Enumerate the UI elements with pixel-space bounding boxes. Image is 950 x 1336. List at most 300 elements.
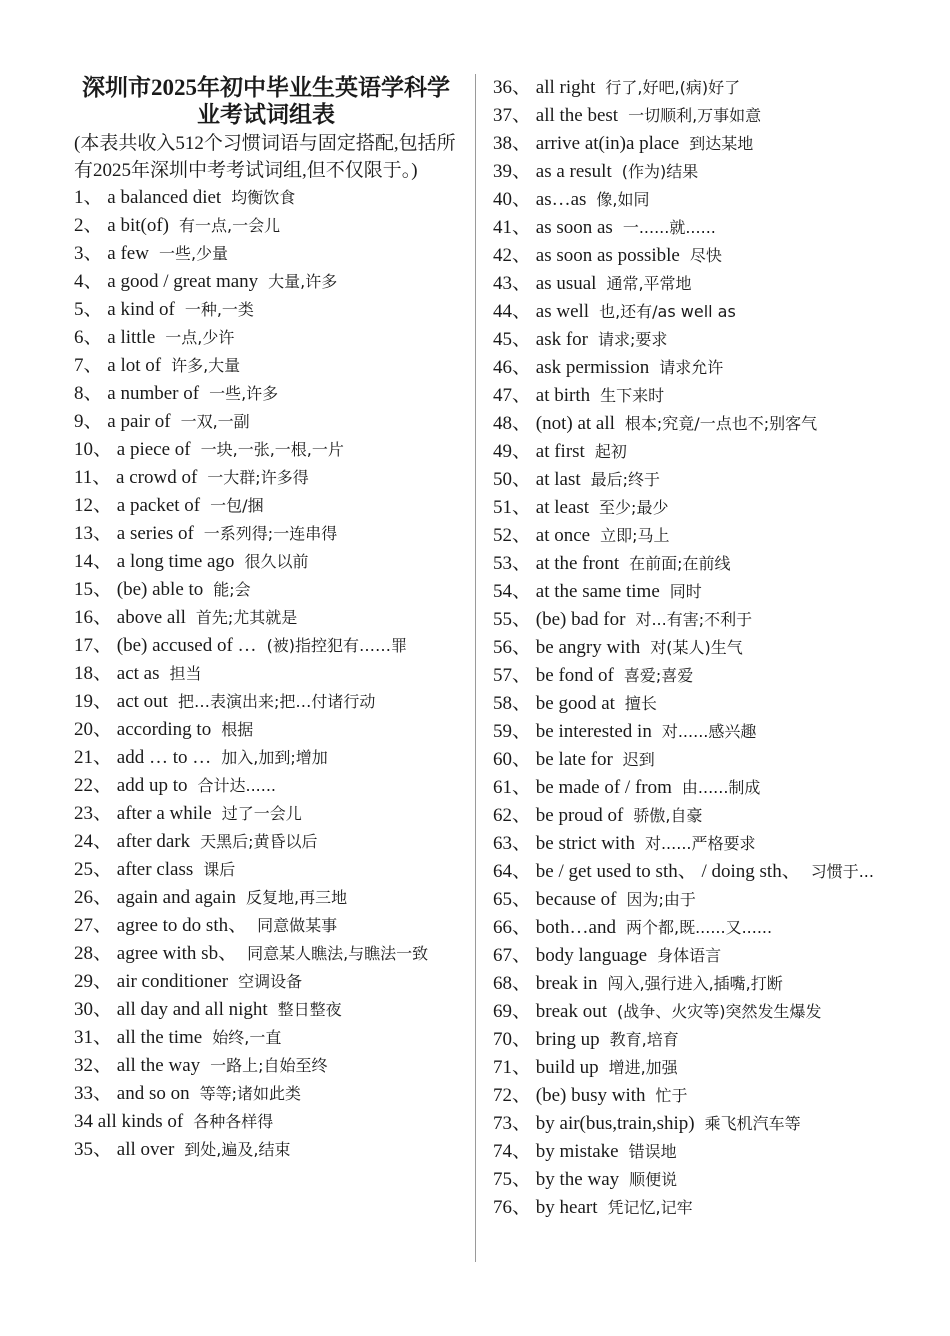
phrase-english: be made of / from xyxy=(535,777,672,798)
phrase-chinese: 均衡饮食 xyxy=(231,188,296,207)
phrase-english: according to xyxy=(116,719,212,740)
phrase-chinese: 在前面;在前线 xyxy=(629,554,731,573)
phrase-number: 49、 xyxy=(493,441,532,462)
phrase-number: 43、 xyxy=(493,273,532,294)
phrase-entry xyxy=(74,968,458,996)
phrase-english: as soon as possible xyxy=(535,245,680,266)
phrase-english: add up to xyxy=(116,775,188,796)
phrase-english: at birth xyxy=(535,385,591,406)
phrase-english: be good at xyxy=(535,693,615,714)
phrase-chinese: 乘飞机汽车等 xyxy=(704,1114,801,1133)
phrase-entry xyxy=(74,1136,458,1164)
phrase-entry xyxy=(493,634,883,662)
phrase-english: at first xyxy=(535,441,585,462)
phrase-entry xyxy=(74,492,458,520)
phrase-entry xyxy=(493,578,883,606)
phrase-chinese: 请求;要求 xyxy=(598,330,668,349)
phrase-english: a little xyxy=(107,327,156,348)
phrase-entry xyxy=(74,688,458,716)
phrase-chinese: 起初 xyxy=(594,442,627,461)
phrase-chinese: 同意某人瞧法,与瞧法一致 xyxy=(247,944,429,963)
phrase-entry xyxy=(74,240,458,268)
phrase-chinese: 迟到 xyxy=(622,750,655,769)
phrase-chinese: 请求允许 xyxy=(659,358,724,377)
phrase-number: 6、 xyxy=(74,327,103,348)
phrase-number: 42、 xyxy=(493,245,532,266)
phrase-list-left xyxy=(74,184,458,1164)
phrase-entry xyxy=(74,828,458,856)
phrase-chinese: 像,如同 xyxy=(596,190,650,209)
phrase-chinese: 一包/捆 xyxy=(210,496,264,515)
phrase-entry xyxy=(493,942,883,970)
phrase-chinese: 行了,好吧,(病)好了 xyxy=(605,78,741,97)
phrase-entry xyxy=(74,996,458,1024)
phrase-entry xyxy=(493,130,883,158)
phrase-number: 11、 xyxy=(74,467,112,488)
phrase-entry xyxy=(493,214,883,242)
phrase-english: above all xyxy=(116,607,186,628)
phrase-entry xyxy=(74,436,458,464)
phrase-chinese: 擅长 xyxy=(624,694,657,713)
phrase-entry xyxy=(493,186,883,214)
phrase-number: 56、 xyxy=(493,637,532,658)
phrase-entry xyxy=(74,1052,458,1080)
phrase-number: 72、 xyxy=(493,1085,532,1106)
phrase-english: because of xyxy=(535,889,617,910)
phrase-english: build up xyxy=(535,1057,599,1078)
phrase-english: (not) at all xyxy=(535,413,615,434)
phrase-chinese: 到处,遍及,结束 xyxy=(184,1140,291,1159)
phrase-number: 2、 xyxy=(74,215,103,236)
phrase-number: 53、 xyxy=(493,553,532,574)
phrase-number: 36、 xyxy=(493,77,532,98)
phrase-number: 18、 xyxy=(74,663,113,684)
phrase-entry xyxy=(74,520,458,548)
phrase-chinese: (作为)结果 xyxy=(621,162,699,181)
phrase-chinese: 天黑后;黄昏以后 xyxy=(200,832,318,851)
phrase-number: 64、 xyxy=(493,861,532,882)
phrase-english: a kind of xyxy=(107,299,175,320)
phrase-english: and so on xyxy=(116,1083,190,1104)
phrase-chinese: 到达某地 xyxy=(689,134,754,153)
phrase-english: both…and xyxy=(535,917,616,938)
phrase-number: 59、 xyxy=(493,721,532,742)
phrase-number: 35、 xyxy=(74,1139,113,1160)
phrase-number: 57、 xyxy=(493,665,532,686)
phrase-chinese: 至少;最少 xyxy=(599,498,669,517)
phrase-english: a few xyxy=(107,243,149,264)
phrase-english: all the time xyxy=(116,1027,203,1048)
phrase-english: act out xyxy=(116,691,168,712)
phrase-number: 8、 xyxy=(74,383,103,404)
phrase-chinese: 也,还有/as well as xyxy=(599,302,736,321)
phrase-chinese: 一切顺利,万事如意 xyxy=(628,106,762,125)
phrase-chinese: 一系列得;一连串得 xyxy=(203,524,338,543)
phrase-chinese: 通常,平常地 xyxy=(606,274,692,293)
phrase-entry xyxy=(74,576,458,604)
phrase-chinese: 等等;诸如此类 xyxy=(199,1084,301,1103)
phrase-chinese: 加入,加到;增加 xyxy=(221,748,328,767)
phrase-number: 12、 xyxy=(74,495,113,516)
phrase-chinese: 反复地,再三地 xyxy=(246,888,348,907)
phrase-english: a good / great many xyxy=(107,271,259,292)
phrase-entry xyxy=(493,970,883,998)
phrase-entry xyxy=(493,718,883,746)
phrase-chinese: 空调设备 xyxy=(238,972,303,991)
phrase-number: 19、 xyxy=(74,691,113,712)
phrase-english: ask permission xyxy=(535,357,650,378)
phrase-chinese: 课后 xyxy=(203,860,236,879)
phrase-entry xyxy=(493,326,883,354)
phrase-chinese: 一块,一张,一根,一片 xyxy=(200,440,344,459)
phrase-chinese: 同意做某事 xyxy=(257,916,338,935)
phrase-chinese: 对......严格要求 xyxy=(644,834,756,853)
phrase-entry xyxy=(493,1026,883,1054)
phrase-chinese: 担当 xyxy=(169,664,202,683)
phrase-english: at last xyxy=(535,469,581,490)
phrase-english: break in xyxy=(535,973,598,994)
phrase-number: 23、 xyxy=(74,803,113,824)
phrase-chinese: 身体语言 xyxy=(657,946,722,965)
phrase-entry xyxy=(493,298,883,326)
phrase-entry xyxy=(493,466,883,494)
phrase-entry xyxy=(74,184,458,212)
phrase-number: 14、 xyxy=(74,551,113,572)
phrase-number: 44、 xyxy=(493,301,532,322)
phrase-entry xyxy=(493,1082,883,1110)
phrase-entry xyxy=(74,772,458,800)
phrase-english: add … to … xyxy=(116,747,212,768)
phrase-english: be / get used to sth、 / doing sth、 xyxy=(535,861,801,882)
phrase-number: 46、 xyxy=(493,357,532,378)
phrase-chinese: 对(某人)生气 xyxy=(650,638,743,657)
phrase-chinese: 一......就...... xyxy=(622,218,716,237)
phrase-entry xyxy=(493,1194,883,1222)
phrase-entry xyxy=(74,296,458,324)
phrase-number: 74、 xyxy=(493,1141,532,1162)
phrase-chinese: 能;会 xyxy=(213,580,251,599)
phrase-english: as well xyxy=(535,301,590,322)
phrase-entry xyxy=(74,940,458,968)
phrase-number: 48、 xyxy=(493,413,532,434)
phrase-entry xyxy=(493,746,883,774)
phrase-entry xyxy=(493,858,883,886)
phrase-entry xyxy=(493,774,883,802)
phrase-entry xyxy=(74,212,458,240)
phrase-english: by heart xyxy=(535,1197,598,1218)
phrase-entry xyxy=(74,660,458,688)
phrase-english: after class xyxy=(116,859,194,880)
phrase-chinese: (被)指控犯有……罪 xyxy=(266,636,408,655)
phrase-chinese: 大量,许多 xyxy=(268,272,338,291)
phrase-english: be strict with xyxy=(535,833,635,854)
phrase-chinese: 生下来时 xyxy=(600,386,665,405)
phrase-english: at the front xyxy=(535,553,620,574)
phrase-entry xyxy=(74,884,458,912)
phrase-english: be proud of xyxy=(535,805,624,826)
phrase-number: 21、 xyxy=(74,747,113,768)
phrase-english: (be) busy with xyxy=(535,1085,646,1106)
phrase-number: 9、 xyxy=(74,411,103,432)
phrase-english: agree to do sth、 xyxy=(116,915,248,936)
phrase-english: by the way xyxy=(535,1169,620,1190)
phrase-number: 31、 xyxy=(74,1027,113,1048)
phrase-number: 20、 xyxy=(74,719,113,740)
phrase-english: be fond of xyxy=(535,665,614,686)
phrase-number: 33、 xyxy=(74,1083,113,1104)
phrase-entry xyxy=(493,914,883,942)
phrase-chinese: (战争、火灾等)突然发生爆发 xyxy=(617,1002,822,1021)
phrase-chinese: 一点,少许 xyxy=(165,328,235,347)
phrase-entry xyxy=(493,382,883,410)
phrase-chinese: 增进,加强 xyxy=(608,1058,678,1077)
phrase-english: break out xyxy=(535,1001,607,1022)
phrase-entry xyxy=(74,352,458,380)
phrase-number: 3、 xyxy=(74,243,103,264)
intro-note: (本表共收入512个习惯词语与固定搭配,包括所有2025年深圳中考考试词组,但不仅限于。) xyxy=(74,133,456,181)
phrase-chinese: 教育,培育 xyxy=(609,1030,679,1049)
phrase-chinese: 忙于 xyxy=(655,1086,688,1105)
phrase-english: at least xyxy=(535,497,590,518)
phrase-entry xyxy=(493,690,883,718)
phrase-chinese: 立即;马上 xyxy=(600,526,670,545)
phrase-entry xyxy=(493,242,883,270)
phrase-chinese: 一大群;许多得 xyxy=(207,468,309,487)
phrase-chinese: 根据 xyxy=(221,720,254,739)
phrase-number: 40、 xyxy=(493,189,532,210)
phrase-entry xyxy=(493,522,883,550)
phrase-english: as…as xyxy=(535,189,587,210)
phrase-chinese: 骄傲,自豪 xyxy=(633,806,703,825)
phrase-entry xyxy=(74,1024,458,1052)
phrase-number: 26、 xyxy=(74,887,113,908)
phrase-entry xyxy=(493,802,883,830)
phrase-entry xyxy=(493,270,883,298)
phrase-english: as usual xyxy=(535,273,597,294)
phrase-number: 75、 xyxy=(493,1169,532,1190)
phrase-number: 51、 xyxy=(493,497,532,518)
phrase-english: a pair of xyxy=(107,411,171,432)
phrase-english: as soon as xyxy=(535,217,613,238)
phrase-number: 16、 xyxy=(74,607,113,628)
phrase-chinese: 首先;尤其就是 xyxy=(195,608,298,627)
phrase-entry xyxy=(74,408,458,436)
phrase-chinese: 一些,许多 xyxy=(209,384,279,403)
phrase-chinese: 一路上;自始至终 xyxy=(210,1056,328,1075)
phrase-chinese: 很久以前 xyxy=(244,552,309,571)
phrase-chinese: 最后;终于 xyxy=(590,470,661,489)
phrase-number: 41、 xyxy=(493,217,532,238)
phrase-entry xyxy=(74,1080,458,1108)
phrase-english: a long time ago xyxy=(116,551,235,572)
right-column xyxy=(493,74,883,1222)
phrase-number: 38、 xyxy=(493,133,532,154)
phrase-entry xyxy=(74,464,458,492)
phrase-number: 27、 xyxy=(74,915,113,936)
phrase-number: 4、 xyxy=(74,271,103,292)
phrase-chinese: 一双,一副 xyxy=(180,412,250,431)
phrase-number: 24、 xyxy=(74,831,113,852)
phrase-english: all day and all night xyxy=(116,999,268,1020)
phrase-english: after a while xyxy=(116,803,212,824)
phrase-number: 22、 xyxy=(74,775,113,796)
phrase-chinese: 顺便说 xyxy=(629,1170,678,1189)
phrase-entry xyxy=(493,74,883,102)
phrase-english: be interested in xyxy=(535,721,652,742)
phrase-number: 71、 xyxy=(493,1057,532,1078)
phrase-chinese: 有一点,一会儿 xyxy=(179,216,281,235)
phrase-entry xyxy=(74,632,458,660)
phrase-chinese: 把…表演出来;把…付诸行动 xyxy=(177,692,376,711)
phrase-number: 66、 xyxy=(493,917,532,938)
phrase-chinese: 根本;究竟/一点也不;别客气 xyxy=(624,414,818,433)
phrase-chinese: 凭记忆,记牢 xyxy=(607,1198,693,1217)
phrase-english: a series of xyxy=(116,523,194,544)
phrase-entry xyxy=(74,604,458,632)
phrase-entry xyxy=(493,1138,883,1166)
phrase-number: 17、 xyxy=(74,635,113,656)
phrase-number: 73、 xyxy=(493,1113,532,1134)
phrase-english: at once xyxy=(535,525,591,546)
phrase-english: a balanced diet xyxy=(107,187,222,208)
phrase-entry xyxy=(493,830,883,858)
phrase-entry xyxy=(493,1166,883,1194)
phrase-number: 37、 xyxy=(493,105,532,126)
phrase-number: 52、 xyxy=(493,525,532,546)
phrase-number: 39、 xyxy=(493,161,532,182)
phrase-entry xyxy=(493,886,883,914)
phrase-number: 50、 xyxy=(493,469,532,490)
phrase-number: 62、 xyxy=(493,805,532,826)
phrase-entry xyxy=(74,380,458,408)
phrase-entry xyxy=(493,550,883,578)
phrase-number: 54、 xyxy=(493,581,532,602)
phrase-english: a piece of xyxy=(116,439,191,460)
phrase-chinese: 尽快 xyxy=(689,246,722,265)
phrase-english: bring up xyxy=(535,1029,600,1050)
phrase-entry xyxy=(493,158,883,186)
phrase-chinese: 合计达...... xyxy=(197,776,277,795)
phrase-number: 25、 xyxy=(74,859,113,880)
phrase-chinese: 对...有害;不利于 xyxy=(635,610,753,629)
phrase-entry xyxy=(74,1108,458,1136)
phrase-chinese: 整日整夜 xyxy=(277,1000,342,1019)
phrase-number: 60、 xyxy=(493,749,532,770)
phrase-english: (be) bad for xyxy=(535,609,626,630)
phrase-english: (be) able to xyxy=(116,579,204,600)
phrase-chinese: 由......制成 xyxy=(681,778,761,797)
phrase-english: all the best xyxy=(535,105,619,126)
phrase-english: all over xyxy=(116,1139,175,1160)
phrase-number: 47、 xyxy=(493,385,532,406)
phrase-entry xyxy=(493,606,883,634)
phrase-english: ask for xyxy=(535,329,588,350)
phrase-english: (be) accused of … xyxy=(116,635,257,656)
phrase-english: again and again xyxy=(116,887,236,908)
phrase-number: 34 xyxy=(74,1111,93,1132)
phrase-english: body language xyxy=(535,945,648,966)
phrase-chinese: 同时 xyxy=(669,582,702,601)
phrase-number: 55、 xyxy=(493,609,532,630)
phrase-number: 61、 xyxy=(493,777,532,798)
phrase-english: a lot of xyxy=(107,355,162,376)
phrase-english: air conditioner xyxy=(116,971,229,992)
column-divider xyxy=(475,74,476,1262)
phrase-english: by mistake xyxy=(535,1141,619,1162)
phrase-entry xyxy=(74,268,458,296)
phrase-entry xyxy=(74,548,458,576)
phrase-chinese: 因为;由于 xyxy=(626,890,696,909)
phrase-english: all right xyxy=(535,77,596,98)
phrase-entry xyxy=(493,998,883,1026)
page-title: 深圳市2025年初中毕业生英语学科学业考试词组表 xyxy=(82,75,450,127)
phrase-number: 67、 xyxy=(493,945,532,966)
phrase-chinese: 喜爱;喜爱 xyxy=(623,666,694,685)
phrase-english: at the same time xyxy=(535,581,660,602)
phrase-chinese: 错误地 xyxy=(628,1142,677,1161)
phrase-english: as a result xyxy=(535,161,612,182)
phrase-english: be late for xyxy=(535,749,613,770)
phrase-entry xyxy=(493,1054,883,1082)
phrase-english: a bit(of) xyxy=(107,215,169,236)
phrase-number: 28、 xyxy=(74,943,113,964)
phrase-number: 58、 xyxy=(493,693,532,714)
phrase-english: all kinds of xyxy=(97,1111,184,1132)
phrase-number: 13、 xyxy=(74,523,113,544)
phrase-entry xyxy=(74,716,458,744)
phrase-english: a packet of xyxy=(116,495,201,516)
phrase-english: all the way xyxy=(116,1055,201,1076)
left-column xyxy=(74,74,458,1164)
phrase-number: 76、 xyxy=(493,1197,532,1218)
phrase-english: by air(bus,train,ship) xyxy=(535,1113,695,1134)
phrase-english: a number of xyxy=(107,383,200,404)
phrase-english: arrive at(in)a place xyxy=(535,133,680,154)
phrase-english: be angry with xyxy=(535,637,641,658)
phrase-number: 45、 xyxy=(493,329,532,350)
phrase-entry xyxy=(74,800,458,828)
phrase-chinese: 对......感兴趣 xyxy=(661,722,757,741)
phrase-chinese: 闯入,强行进入,插嘴,打断 xyxy=(607,974,783,993)
phrase-number: 5、 xyxy=(74,299,103,320)
phrase-english: agree with sb、 xyxy=(116,943,238,964)
phrase-list-right xyxy=(493,74,883,1222)
phrase-entry xyxy=(493,662,883,690)
phrase-number: 7、 xyxy=(74,355,103,376)
phrase-entry xyxy=(74,324,458,352)
phrase-entry xyxy=(493,1110,883,1138)
phrase-chinese: 一些,少量 xyxy=(158,244,229,263)
phrase-chinese: 过了一会儿 xyxy=(221,804,302,823)
phrase-entry xyxy=(493,494,883,522)
phrase-entry xyxy=(493,354,883,382)
phrase-english: act as xyxy=(116,663,160,684)
phrase-entry xyxy=(74,912,458,940)
phrase-number: 63、 xyxy=(493,833,532,854)
phrase-number: 29、 xyxy=(74,971,113,992)
phrase-entry xyxy=(493,410,883,438)
phrase-number: 10、 xyxy=(74,439,113,460)
phrase-chinese: 习惯于... xyxy=(810,862,874,881)
phrase-chinese: 两个都,既......又...... xyxy=(625,918,773,937)
phrase-number: 68、 xyxy=(493,973,532,994)
phrase-number: 65、 xyxy=(493,889,532,910)
phrase-chinese: 许多,大量 xyxy=(171,356,241,375)
phrase-number: 32、 xyxy=(74,1055,113,1076)
phrase-entry xyxy=(493,102,883,130)
phrase-number: 30、 xyxy=(74,999,113,1020)
phrase-chinese: 一种,一类 xyxy=(184,300,254,319)
